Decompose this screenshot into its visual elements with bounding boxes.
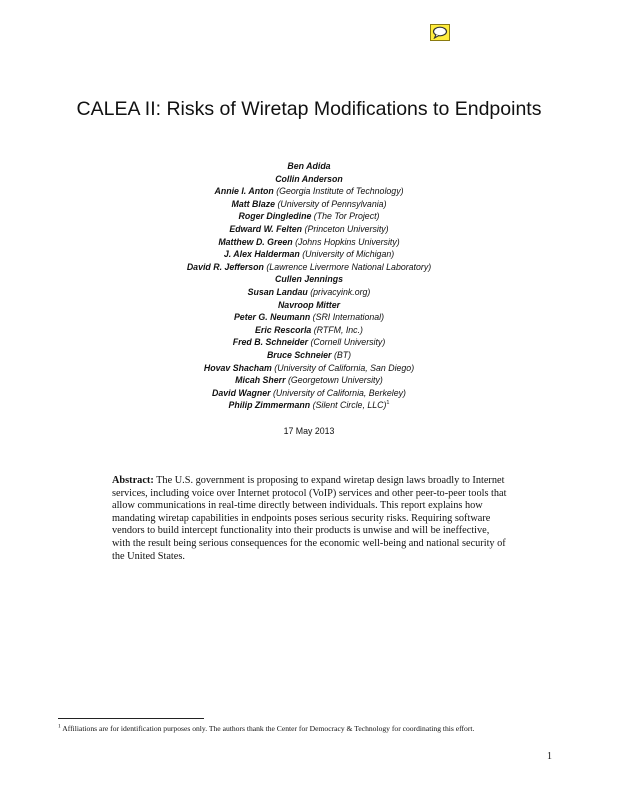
author-name: Collin Anderson (275, 173, 343, 184)
author-name: Eric Rescorla (255, 324, 312, 335)
author-name: Peter G. Neumann (233, 312, 311, 323)
author-name: Matthew D. Green (218, 236, 293, 247)
author-affiliation: (University of California, San Diego) (274, 362, 415, 373)
author-name: J. Alex Halderman (223, 249, 300, 260)
author-name: David Wagner (212, 387, 271, 398)
author-affiliation: (BT) (333, 349, 352, 360)
author-affiliation: (Cornell University) (310, 337, 386, 348)
author-name: Cullen Jennings (275, 274, 343, 285)
author-name: Ben Adida (287, 161, 331, 171)
abstract-text: The U.S. government is proposing to expand wiretap design laws broadly to Internet services, including voice over Internet protocol (VoIP) services and other peer-to-peer tools that allow communications in real-time directly between individuals. This report explains how mandating wiretap capabilities in endpoints poses serious security risks. Requiring software vendors to build intercept functionality into their products is unwise and will be ineffective, with the result being serious consequences for the economic well-being and national security of the United States. (112, 475, 507, 562)
abstract (112, 475, 508, 563)
author-entry (0, 336, 618, 349)
author-affiliation: (SRI International) (312, 312, 385, 323)
author-name: Fred B. Schneider (232, 337, 309, 348)
author-affiliation: (Georgetown University) (287, 375, 383, 386)
author-affiliation: (Silent Circle, LLC) (312, 400, 387, 411)
author-entry (0, 236, 618, 249)
author-entry (0, 160, 618, 173)
author-entry (0, 210, 618, 223)
author-entry (0, 248, 618, 261)
author-affiliation: (Lawrence Livermore National Laboratory) (266, 261, 432, 272)
author-entry (0, 223, 618, 236)
author-entry (0, 273, 618, 286)
footnote-divider (58, 718, 204, 719)
footnote (58, 724, 578, 734)
author-entry (0, 399, 618, 412)
author-affiliation: (Princeton University) (304, 223, 389, 234)
author-name: Annie I. Anton (214, 186, 274, 197)
author-name: Micah Sherr (235, 375, 286, 386)
author-name: Matt Blaze (231, 198, 276, 209)
author-name: Bruce Schneier (266, 349, 332, 360)
author-entry (0, 286, 618, 299)
author-entry (0, 311, 618, 324)
footnote-mark: 1 (58, 723, 61, 730)
author-name: Philip Zimmermann (228, 400, 311, 411)
author-name: David R. Jefferson (186, 261, 264, 272)
author-affiliation: (Johns Hopkins University) (295, 236, 400, 247)
publication-date: 17 May 2013 (283, 426, 335, 436)
author-entry (0, 362, 618, 375)
author-entry (0, 185, 618, 198)
author-affiliation: (Georgia Institute of Technology) (276, 186, 404, 197)
author-affiliation: (privacyink.org) (310, 286, 371, 297)
author-name: Edward W. Felten (229, 223, 303, 234)
author-entry (0, 387, 618, 400)
abstract-label: Abstract: (112, 475, 154, 486)
author-affiliation: (University of Michigan) (302, 249, 395, 260)
author-name: Hovav Shacham (203, 362, 272, 373)
footnote-text: Affiliations are for identification purposes only. The authors thank the Center for Democracy & Technology for coordinating this effort. (62, 724, 475, 733)
footnote-reference: 1 (386, 400, 390, 407)
author-entry (0, 324, 618, 337)
author-list (0, 160, 618, 412)
page-number: 1 (547, 751, 552, 762)
author-entry (0, 198, 618, 211)
author-name: Navroop Mitter (277, 299, 341, 310)
author-entry (0, 374, 618, 387)
author-affiliation: (RTFM, Inc.) (313, 324, 363, 335)
author-entry (0, 261, 618, 274)
author-name: Roger Dingledine (238, 211, 312, 222)
document-title: CALEA II: Risks of Wiretap Modifications to Endpoints (76, 98, 542, 120)
author-affiliation: (University of California, Berkeley) (272, 387, 406, 398)
author-affiliation: (The Tor Project) (313, 211, 380, 222)
author-affiliation: (University of Pennsylvania) (277, 198, 387, 209)
author-entry (0, 299, 618, 312)
comment-annotation-icon[interactable] (430, 24, 450, 41)
author-name: Susan Landau (247, 286, 308, 297)
author-entry (0, 349, 618, 362)
author-entry (0, 173, 618, 186)
